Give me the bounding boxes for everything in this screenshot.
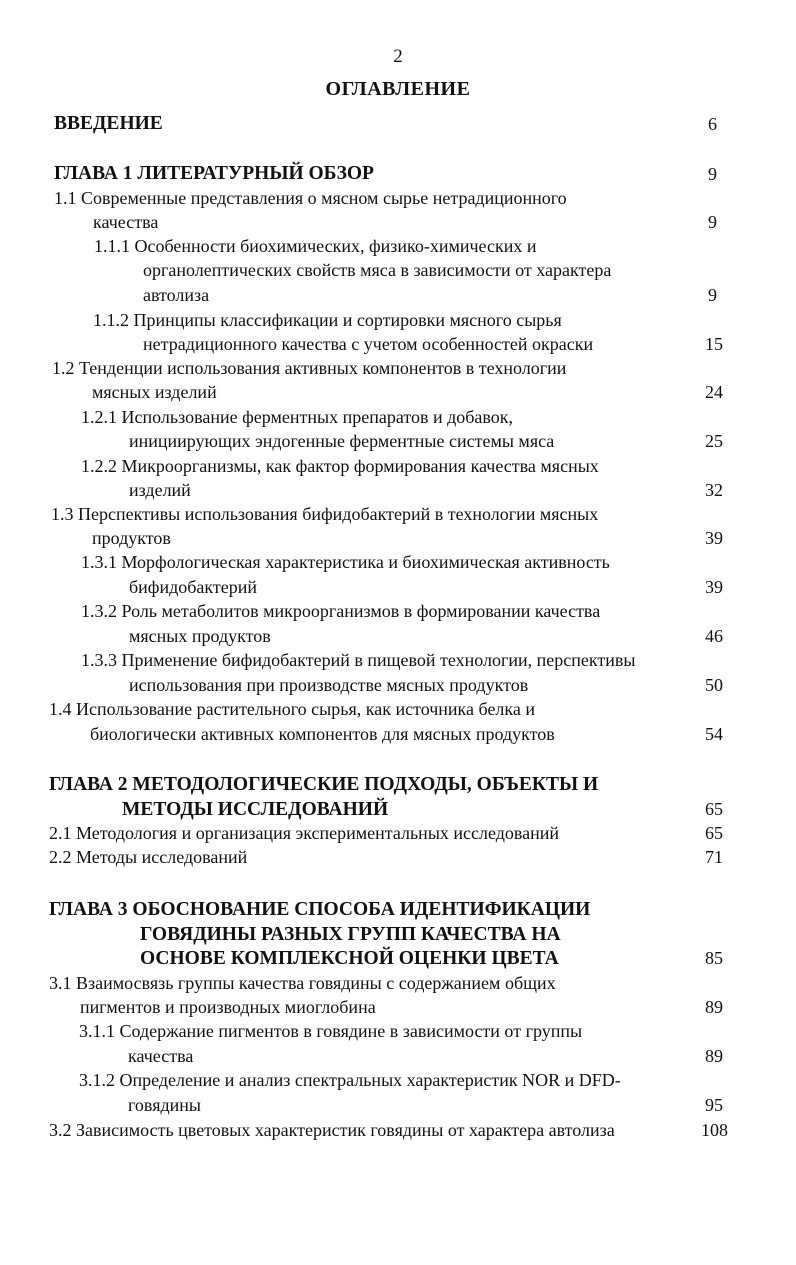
toc-1-1-1-line1: 1.1.1 Особенности биохимических, физико-химических и [94,236,537,256]
toc-3-1-page: 89 [705,997,723,1017]
toc-1-2-line2: мясных изделий [92,382,217,402]
toc-ch3-line3: ОСНОВЕ КОМПЛЕКСНОЙ ОЦЕНКИ ЦВЕТА [140,948,559,969]
page-title: ОГЛАВЛЕНИЕ [325,78,471,100]
toc-1-3-1-line1: 1.3.1 Морфологическая характеристика и биохимическая активность [81,552,610,572]
toc-3-1-2-line1: 3.1.2 Определение и анализ спектральных характеристик NOR и DFD- [79,1070,621,1090]
toc-ch2-page: 65 [705,799,723,819]
toc-1-2-1-line1: 1.2.1 Использование ферментных препаратов и добавок, [81,407,514,427]
toc-intro-page: 6 [708,114,717,134]
toc-3-2-line1: 3.2 Зависимость цветовых характеристик говядины от характера автолиза [49,1120,615,1140]
toc-3-1-line2: пигментов и производных миоглобина [80,997,376,1017]
toc-2-1-page: 65 [705,823,723,843]
toc-ch3-line1: ГЛАВА 3 ОБОСНОВАНИЕ СПОСОБА ИДЕНТИФИКАЦИИ [49,899,591,920]
page-number: 2 [393,46,403,67]
toc-1-3-2-line1: 1.3.2 Роль метаболитов микроорганизмов в формировании качества [81,601,601,621]
toc-2-2-page: 71 [705,847,723,867]
toc-1-1-page: 9 [708,212,717,232]
toc-1-3-2-line2: мясных продуктов [129,626,271,646]
toc-1-1-2-page: 15 [705,334,723,354]
toc-1-2-1-page: 25 [705,431,723,451]
toc-2-2-line1: 2.2 Методы исследований [49,847,248,867]
toc-1-1-line2: качества [93,212,159,232]
toc-ch1-title: ГЛАВА 1 ЛИТЕРАТУРНЫЙ ОБЗОР [54,163,374,184]
toc-1-3-1-line2: бифидобактерий [129,577,258,597]
toc-1-3-3-line1: 1.3.3 Применение бифидобактерий в пищевой технологии, перспективы [81,650,636,670]
toc-3-1-2-page: 95 [705,1095,723,1115]
toc-2-1-line1: 2.1 Методология и организация экспериментальных исследований [49,823,560,843]
toc-ch2-line1: ГЛАВА 2 МЕТОДОЛОГИЧЕСКИЕ ПОДХОДЫ, ОБЪЕКТЫ И [49,774,599,795]
toc-1-3-3-page: 50 [705,675,723,695]
toc-1-3-line2: продуктов [92,528,171,548]
toc-ch2-line2: МЕТОДЫ ИССЛЕДОВАНИЙ [122,799,389,820]
toc-1-4-page: 54 [705,724,723,744]
toc-1-1-1-line2: органолептических свойств мяса в зависимости от характера [143,260,612,280]
toc-3-1-line1: 3.1 Взаимосвязь группы качества говядины с содержанием общих [49,973,556,993]
toc-1-4-line1: 1.4 Использование растительного сырья, как источника белка и [49,699,536,719]
toc-1-1-1-page: 9 [708,285,717,305]
toc-1-3-1-page: 39 [705,577,723,597]
toc-1-2-1-line2: инициирующих эндогенные ферментные системы мяса [129,431,555,451]
toc-1-3-3-line2: использования при производстве мясных продуктов [129,675,529,695]
toc-3-1-1-line1: 3.1.1 Содержание пигментов в говядине в зависимости от группы [79,1021,583,1041]
toc-ch1-page: 9 [708,164,717,184]
toc-1-2-2-line2: изделий [129,480,191,500]
toc-1-2-2-page: 32 [705,480,723,500]
toc-1-1-2-line1: 1.1.2 Принципы классификации и сортировки мясного сырья [93,310,562,330]
toc-3-2-page: 108 [701,1120,728,1140]
toc-1-2-2-line1: 1.2.2 Микроорганизмы, как фактор формирования качества мясных [81,456,599,476]
toc-1-2-page: 24 [705,382,723,402]
toc-1-3-line1: 1.3 Перспективы использования бифидобактерий в технологии мясных [51,504,599,524]
toc-ch3-line2: ГОВЯДИНЫ РАЗНЫХ ГРУПП КАЧЕСТВА НА [140,924,561,945]
toc-3-1-1-page: 89 [705,1046,723,1066]
toc-intro-title: ВВЕДЕНИЕ [54,113,163,134]
toc-3-1-1-line2: качества [128,1046,194,1066]
toc-1-1-2-line2: нетрадиционного качества с учетом особенностей окраски [143,334,594,354]
toc-1-4-line2: биологически активных компонентов для мясных продуктов [90,724,555,744]
toc-1-3-2-page: 46 [705,626,723,646]
toc-1-2-line1: 1.2 Тенденции использования активных компонентов в технологии [52,358,567,378]
toc-1-1-1-line3: автолиза [143,285,210,305]
toc-1-3-page: 39 [705,528,723,548]
toc-ch3-page: 85 [705,948,723,968]
toc-1-1-line1: 1.1 Современные представления о мясном сырье нетрадиционного [54,188,567,208]
toc-3-1-2-line2: говядины [128,1095,201,1115]
